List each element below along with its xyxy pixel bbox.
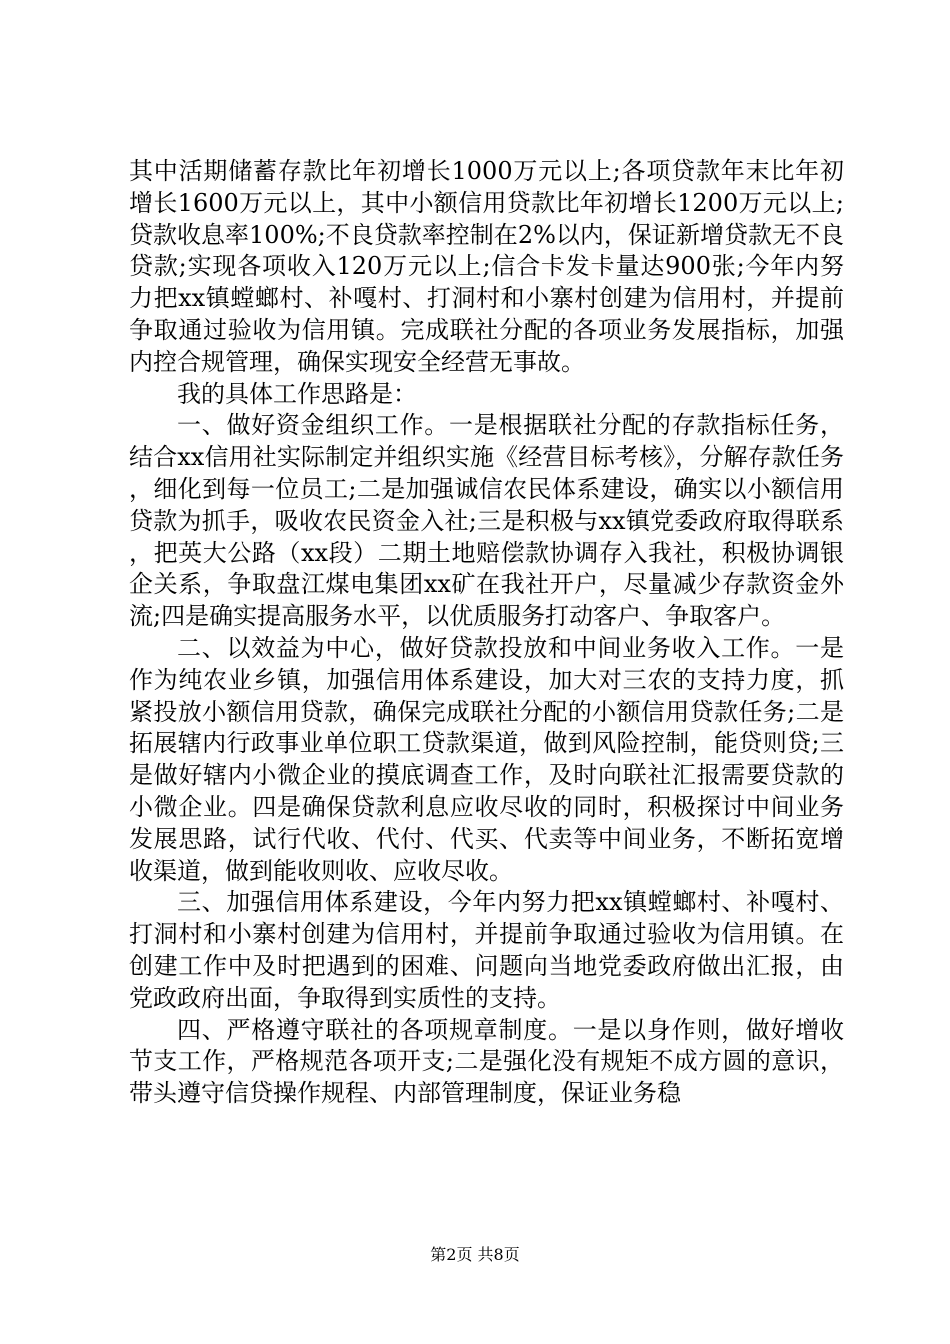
paragraph-section-2: 二、以效益为中心，做好贷款投放和中间业务收入工作。一是作为纯农业乡镇，加强信用体系建设，加大对三农的支持力度，抓紧投放小额信用贷款，确保完成联社分配的小额信用贷款任务;二是拓展辖内行政事业单位职工贷款渠道，做到风险控制，能贷则贷;三是做好辖内小微企业的摸底调查工作，及时向联社汇报需要贷款的小微企业。四是确保贷款利息应收尽收的同时，积极探讨中间业务发展思路，试行代收、代付、代买、代卖等中间业务，不断拓宽增收渠道，做到能收则收、应收尽收。 <box>129 633 844 885</box>
paragraph-intro: 我的具体工作思路是： <box>177 379 417 408</box>
page-footer: 第2页 共8页 <box>430 1245 520 1264</box>
paragraph-targets: 其中活期储蓄存款比年初增长1000万元以上;各项贷款年末比年初增长1600万元以上，其中小额信用贷款比年初增长1200万元以上;贷款收息率100%;不良贷款率控制在2%以内，保证新增贷款无不良贷款;实现各项收入120万元以上;信合卡发卡量达900张;今年内努力把xx镇螳螂村、补嘎村、打洞村和小寨村创建为信用村，并提前争取通过验收为信用镇。完成联社分配的各项业务发展指标，加强内控合规管理，确保实现安全经营无事故。 <box>129 157 844 376</box>
document-body <box>129 156 844 1110</box>
paragraph-section-1: 一、做好资金组织工作。一是根据联社分配的存款指标任务，结合xx信用社实际制定并组织实施《经营目标考核》，分解存款任务，细化到每一位员工;二是加强诚信农民体系建设，确实以小额信用贷款为抓手，吸收农民资金入社;三是积极与xx镇党委政府取得联系，把英大公路（xx段）二期土地赔偿款协调存入我社，积极协调银企关系，争取盘江煤电集团xx矿在我社开户，尽量减少存款资金外流;四是确实提高服务水平，以优质服务打动客户、争取客户。 <box>129 411 844 631</box>
paragraph-section-3: 三、加强信用体系建设，今年内努力把xx镇螳螂村、补嘎村、打洞村和小寨村创建为信用村，并提前争取通过验收为信用镇。在创建工作中及时把遇到的困难、问题向当地党委政府做出汇报，由党政政府出面，争取得到实质性的支持。 <box>129 888 844 1012</box>
paragraph-section-4: 四、严格遵守联社的各项规章制度。一是以身作则，做好增收节支工作，严格规范各项开支;二是强化没有规矩不成方圆的意识，带头遵守信贷操作规程、内部管理制度，保证业务稳 <box>129 1015 844 1108</box>
